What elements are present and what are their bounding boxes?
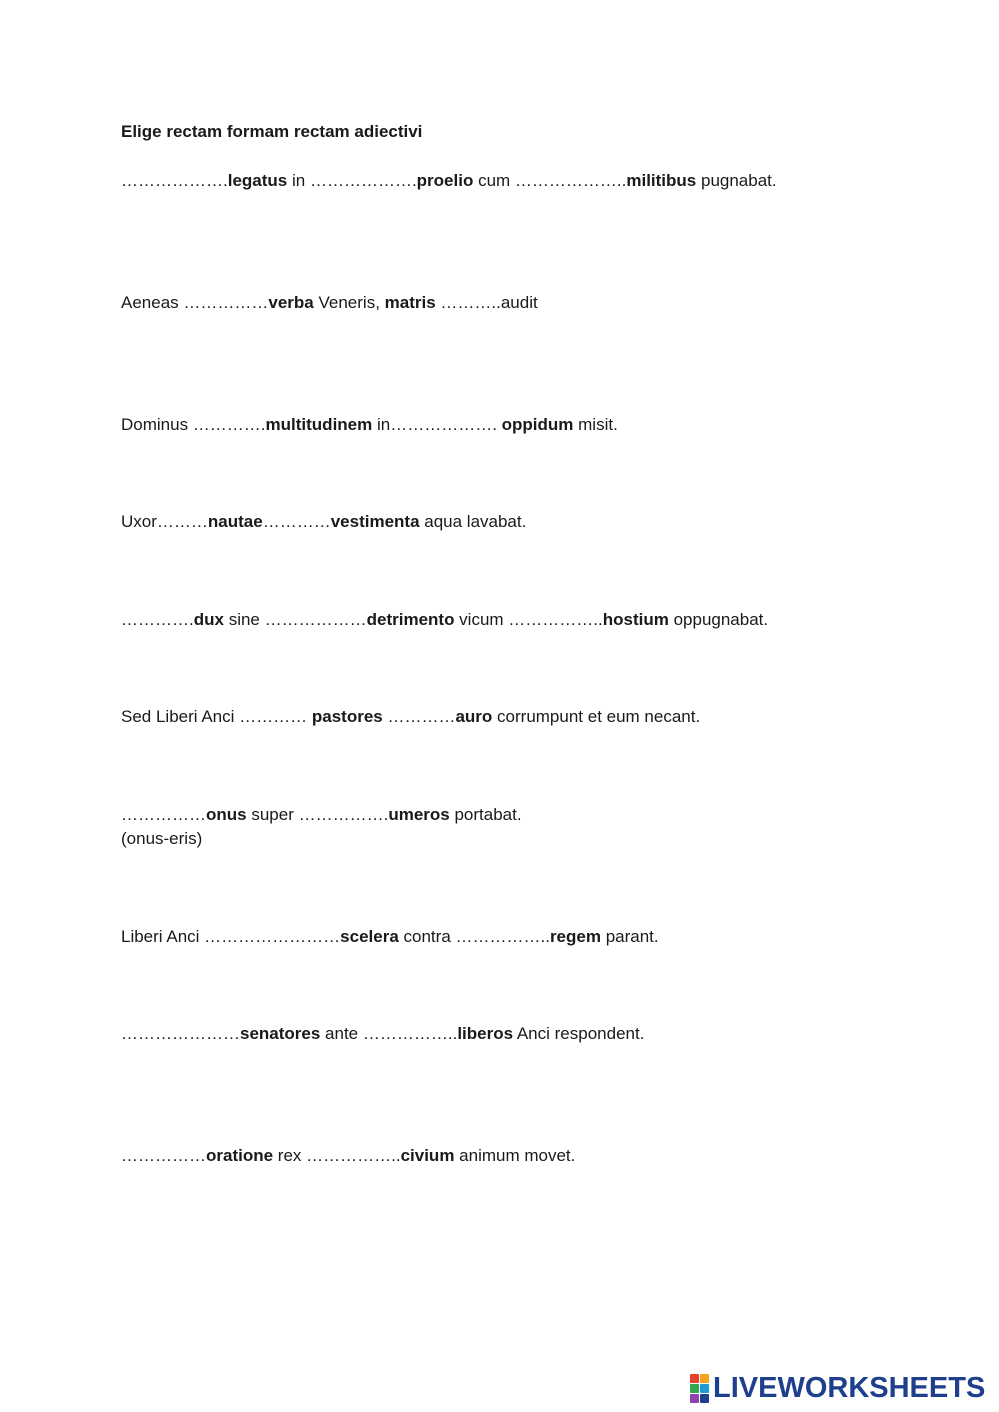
logo-square <box>700 1394 709 1403</box>
sentence-text: ………… <box>262 512 331 531</box>
exercise-8 <box>121 925 659 949</box>
target-noun: senatores <box>240 1024 321 1043</box>
sentence-text: aqua lavabat. <box>419 512 527 531</box>
exercise-2 <box>121 291 538 315</box>
sentence-text: vicum …………….. <box>454 610 603 629</box>
target-noun: civium <box>400 1146 455 1165</box>
sentence-text: cum ……………….. <box>473 171 627 190</box>
target-noun: liberos <box>457 1024 514 1043</box>
target-noun: regem <box>549 927 601 946</box>
exercise-4 <box>121 510 526 534</box>
sentence-text: Dominus …………. <box>121 415 266 434</box>
target-noun: auro <box>455 707 493 726</box>
sentence-text: Aeneas …………… <box>121 293 269 312</box>
worksheet-title: Elige rectam formam rectam adiectivi <box>121 122 423 141</box>
sentence-text: corrumpunt et eum necant. <box>492 707 701 726</box>
target-noun: nautae <box>207 512 263 531</box>
sentence-text: parant. <box>600 927 659 946</box>
sentence-text: oppugnabat. <box>668 610 769 629</box>
sentence-text: sine ……………… <box>223 610 367 629</box>
liveworksheets-logo <box>690 1373 985 1403</box>
sentence-text: contra …………….. <box>398 927 550 946</box>
target-noun: matris <box>384 293 436 312</box>
target-noun: proelio <box>416 171 474 190</box>
sentence-text: Uxor……… <box>121 512 208 531</box>
logo-square <box>690 1394 699 1403</box>
target-noun: oppidum <box>501 415 574 434</box>
sentence-text: Anci respondent. <box>513 1024 645 1043</box>
sentence-text: super ……………. <box>246 805 389 824</box>
sentence-text: ………………… <box>121 1024 240 1043</box>
logo-text: LIVEWORKSHEETS <box>713 1372 986 1404</box>
target-noun: verba <box>268 293 314 312</box>
logo-square <box>690 1384 699 1393</box>
target-noun: onus <box>206 805 247 824</box>
target-noun: vestimenta <box>330 512 420 531</box>
sentence-text: ………..audit <box>435 293 538 312</box>
sentence-text: ………………. <box>121 171 228 190</box>
logo-square <box>700 1384 709 1393</box>
target-noun: oratione <box>206 1146 274 1165</box>
exercise-3 <box>121 413 618 437</box>
target-noun: multitudinem <box>265 415 373 434</box>
target-noun: pastores <box>311 707 383 726</box>
target-noun: scelera <box>340 927 399 946</box>
target-noun: detrimento <box>366 610 455 629</box>
target-noun: militibus <box>626 171 697 190</box>
target-noun: dux <box>193 610 224 629</box>
logo-square <box>690 1374 699 1383</box>
target-noun: hostium <box>602 610 669 629</box>
sentence-text: animum movet. <box>454 1146 576 1165</box>
sentence-text: in………………. <box>372 415 502 434</box>
sentence-text: …………… <box>121 805 206 824</box>
sentence-text: ………… <box>382 707 456 726</box>
target-noun: umeros <box>388 805 450 824</box>
target-noun: legatus <box>227 171 288 190</box>
logo-mark-icon <box>690 1374 709 1403</box>
exercise-5 <box>121 608 768 632</box>
exercise-7-note: (onus-eris) <box>121 829 203 848</box>
sentence-text: …………. <box>121 610 194 629</box>
sentence-text: portabat. <box>449 805 522 824</box>
sentence-text: Liberi Anci …………………… <box>121 927 341 946</box>
sentence-text: Veneris, <box>313 293 385 312</box>
sentence-text: pugnabat. <box>696 171 777 190</box>
sentence-text: Sed Liberi Anci ………… <box>121 707 312 726</box>
sentence-text: in ………………. <box>287 171 417 190</box>
sentence-text: …………… <box>121 1146 206 1165</box>
sentence-text: rex …………….. <box>273 1146 401 1165</box>
exercise-1 <box>121 169 777 193</box>
exercise-10 <box>121 1144 575 1168</box>
sentence-text: ante …………….. <box>320 1024 458 1043</box>
logo-square <box>700 1374 709 1383</box>
sentence-text: misit. <box>573 415 618 434</box>
exercise-9 <box>121 1022 644 1046</box>
exercise-7 <box>121 803 522 827</box>
exercise-6 <box>121 705 700 729</box>
